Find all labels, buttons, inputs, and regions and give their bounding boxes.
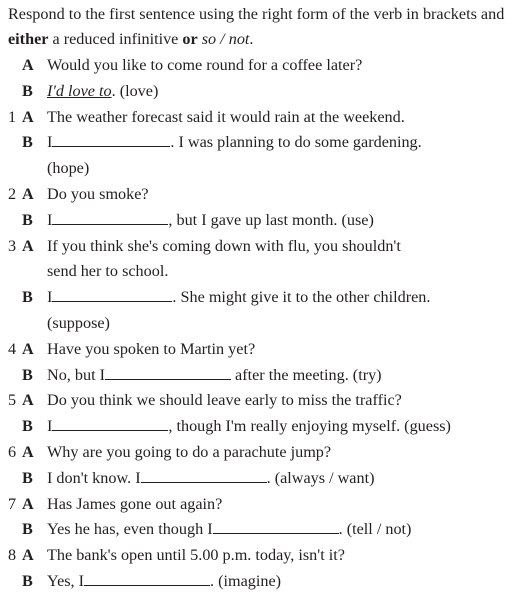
item-5-a-text: Do you think we should leave early to miss the traffic? [47, 391, 402, 410]
item-number [8, 414, 22, 440]
item-number [8, 569, 22, 595]
speaker-b: B [22, 288, 33, 307]
speaker-spacer [22, 259, 47, 285]
instructions [8, 2, 513, 52]
item-4-b [8, 363, 513, 389]
item-number: 1 [8, 107, 17, 126]
item-number [8, 517, 22, 543]
item-number [8, 259, 22, 285]
speaker-b: B [22, 81, 33, 100]
item-5-a [8, 388, 513, 414]
instructions-either: either [8, 30, 49, 48]
item-number [8, 79, 22, 105]
speaker-a: A [22, 442, 34, 461]
item-4-a-text: Have you spoken to Martin yet? [47, 339, 256, 358]
example-b-text [47, 79, 513, 105]
answer-blank-5[interactable] [52, 416, 168, 431]
b-suffix: . (imagine) [210, 571, 282, 590]
speaker-b: B [22, 571, 33, 590]
b-suffix: after the meeting. (try) [231, 365, 382, 384]
instructions-text-2: a reduced infinitive [48, 30, 183, 48]
item-3-a-text: If you think she's coming down with flu, you shouldn't [47, 236, 401, 255]
item-6-a [8, 440, 513, 466]
item-3-hint: (suppose) [47, 313, 110, 332]
item-2-a [8, 182, 513, 208]
item-5-b [8, 414, 513, 440]
speaker-b: B [22, 520, 33, 539]
speaker-b: B [22, 210, 33, 229]
item-4-b-text [47, 363, 513, 389]
b-prefix: I [47, 417, 53, 436]
item-3-a-text-cont: send her to school. [47, 262, 169, 281]
item-5-b-text [47, 414, 513, 440]
speaker-b: B [22, 365, 33, 384]
instructions-so-not: so / not [201, 30, 250, 48]
item-number [8, 466, 22, 492]
item-number: 3 [8, 236, 17, 255]
item-1-b-cont [8, 156, 513, 182]
example-b [8, 79, 513, 105]
speaker-b: B [22, 468, 33, 487]
b-prefix: I [47, 288, 53, 307]
answer-blank-8[interactable] [84, 571, 210, 586]
item-7-a [8, 492, 513, 518]
b-prefix: Yes he has, even though I [47, 520, 213, 539]
item-3-a [8, 234, 513, 260]
item-1-a-text: The weather forecast said it would rain at the weekend. [47, 107, 405, 126]
item-8-b [8, 569, 513, 595]
item-number [8, 285, 22, 311]
b-suffix: , but I gave up last month. (use) [168, 210, 374, 229]
answer-blank-6[interactable] [141, 468, 267, 483]
item-1-b-text [47, 130, 513, 156]
item-3-b-text [47, 285, 513, 311]
item-2-b-text [47, 208, 513, 234]
instructions-period: . [249, 30, 254, 48]
item-3-b-cont [8, 311, 513, 337]
item-6-b-text [47, 466, 513, 492]
b-prefix: I don't know. I [47, 468, 141, 487]
speaker-b: B [22, 133, 33, 152]
item-6-a-text: Why are you going to do a parachute jump? [47, 442, 332, 461]
speaker-a: A [22, 391, 34, 410]
speaker-a: A [22, 184, 34, 203]
exercise [8, 2, 513, 595]
item-4-a [8, 337, 513, 363]
b-suffix: . I was planning to do some gardening. [170, 133, 422, 152]
b-prefix: I [47, 133, 53, 152]
item-7-b [8, 517, 513, 543]
speaker-a: A [22, 546, 34, 565]
item-8-a [8, 543, 513, 569]
speaker-b: B [22, 417, 33, 436]
example-a [8, 53, 513, 79]
item-number [8, 363, 22, 389]
item-number [8, 130, 22, 156]
item-number: 2 [8, 184, 17, 203]
answer-blank-1[interactable] [52, 132, 170, 147]
speaker-a: A [22, 236, 34, 255]
b-suffix: . She might give it to the other children. [172, 288, 431, 307]
b-suffix: . (tell / not) [338, 520, 412, 539]
speaker-a: A [22, 494, 34, 513]
b-suffix: , though I'm really enjoying myself. (guess) [168, 417, 451, 436]
speaker-a: A [22, 339, 34, 358]
item-1-b [8, 130, 513, 156]
example-answer: I'd love to [47, 81, 112, 100]
speaker-a: A [22, 56, 34, 74]
item-2-b [8, 208, 513, 234]
item-number: 6 [8, 442, 17, 461]
item-3-a-cont [8, 259, 513, 285]
item-1-hint: (hope) [47, 159, 90, 178]
item-number [8, 156, 22, 182]
item-number: 8 [8, 546, 17, 565]
b-prefix: Yes, I [47, 571, 85, 590]
item-1-a [8, 105, 513, 131]
item-2-a-text: Do you smoke? [47, 184, 149, 203]
item-number: 5 [8, 391, 17, 410]
b-prefix: I [47, 210, 53, 229]
item-number [8, 311, 22, 337]
instructions-or: or [182, 30, 198, 48]
speaker-spacer [22, 311, 47, 337]
answer-blank-4[interactable] [105, 365, 231, 380]
answer-blank-3[interactable] [52, 287, 172, 302]
answer-blank-2[interactable] [52, 210, 168, 225]
item-number [8, 208, 22, 234]
item-3-b [8, 285, 513, 311]
b-prefix: No, but I [47, 365, 105, 384]
answer-blank-7[interactable] [213, 519, 339, 534]
speaker-spacer [22, 156, 47, 182]
item-6-b [8, 466, 513, 492]
instructions-text: Respond to the first sentence using the right form of the verb in brackets and [8, 5, 505, 23]
speaker-a: A [22, 107, 34, 126]
item-7-b-text [47, 517, 513, 543]
item-8-b-text [47, 569, 513, 595]
item-number [8, 53, 22, 79]
item-8-a-text: The bank's open until 5.00 p.m. today, isn't it? [47, 546, 345, 565]
item-number: 7 [8, 494, 17, 513]
example-a-text: Would you like to come round for a coffee later? [47, 56, 363, 74]
item-7-a-text: Has James gone out again? [47, 494, 223, 513]
example-hint: . (love) [111, 81, 159, 100]
b-suffix: . (always / want) [266, 468, 375, 487]
item-number: 4 [8, 339, 17, 358]
